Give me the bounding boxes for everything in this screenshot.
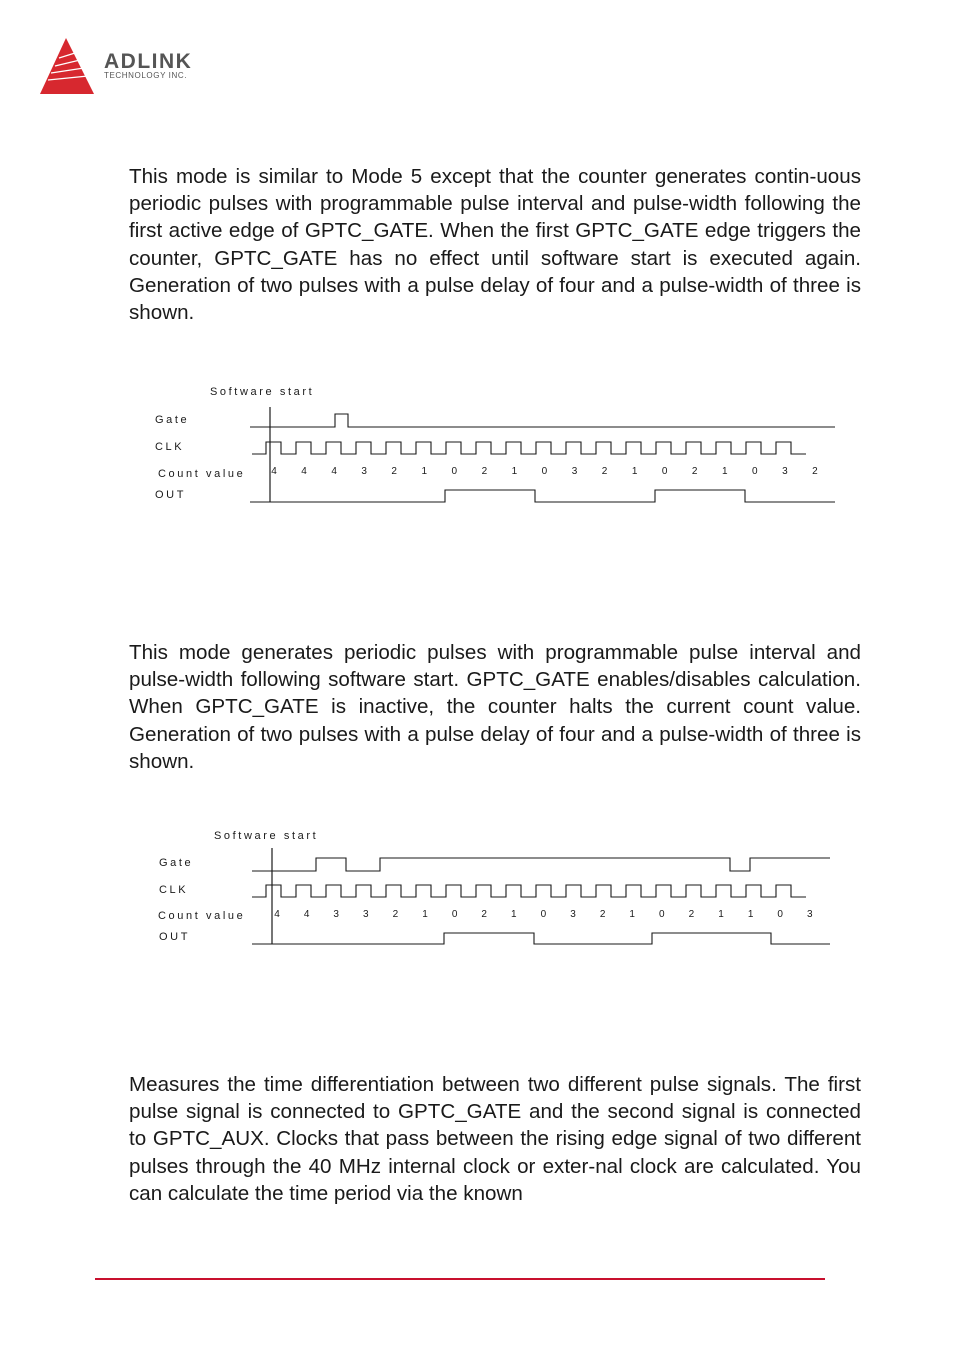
- count-values: [271, 466, 818, 477]
- count-value: 4: [303, 909, 310, 920]
- software-start-label: Software start: [214, 830, 319, 842]
- paragraph-mode-6: This mode is similar to Mode 5 except that the counter generates contin-uous periodic pulses with programmable pulse interval and pulse-width following the first active edge of GPTC_GATE. When the first GPTC_GATE edge triggers the counter, GPTC_GATE has no effect until software start is executed again. Generation of two pulses with a pulse delay of four and a pulse-width of three is shown.: [129, 165, 861, 325]
- count-value: 1: [718, 909, 724, 920]
- count-value: 1: [511, 466, 518, 477]
- out-signal: [252, 933, 830, 944]
- count-value: 0: [659, 909, 665, 920]
- brand-name: ADLINK: [104, 50, 193, 73]
- count-value: 4: [271, 466, 277, 477]
- count-value: 0: [777, 909, 783, 920]
- count-value: 1: [422, 909, 428, 920]
- count-value: 3: [363, 909, 369, 920]
- count-value: 4: [274, 909, 280, 920]
- count-value: 1: [631, 466, 638, 477]
- count-value: 2: [481, 909, 487, 920]
- paragraph-mode-8: Measures the time differentiation between two different pulse signals. The first pulse signal is connected to GPTC_GATE and the second signal is connected to GPTC_AUX. Clocks that pass between the rising edge signal of two different pulses through the 40 MHz internal clock or exter-nal clock are calculated. You can calculate the time period via the known: [129, 1073, 861, 1205]
- count-value: 2: [481, 466, 488, 477]
- count-value: 0: [451, 466, 458, 477]
- timing-diagram-mode-7: [0, 815, 954, 965]
- count-value: 1: [721, 466, 728, 477]
- count-value: 4: [331, 466, 337, 477]
- clk-signal: [252, 442, 806, 454]
- count-value: 0: [540, 909, 547, 920]
- footer-rule: [95, 1278, 825, 1280]
- out-label: OUT: [155, 489, 187, 501]
- count-value: 2: [601, 466, 608, 477]
- timing-diagram-mode-6: [0, 370, 954, 520]
- out-signal: [250, 490, 835, 502]
- gate-signal: [252, 858, 830, 871]
- count-value: 3: [571, 466, 578, 477]
- count-value: 3: [782, 466, 788, 477]
- count-values: [274, 909, 813, 920]
- count-value: 2: [688, 909, 695, 920]
- count-value: 2: [812, 466, 818, 477]
- brand-subtitle: TECHNOLOGY INC.: [104, 71, 188, 80]
- adlink-logo: [38, 36, 238, 100]
- count-value: 1: [511, 909, 517, 920]
- count-value: 1: [629, 909, 635, 920]
- count-value: 3: [570, 909, 576, 920]
- count-value: 3: [333, 909, 339, 920]
- logo-triangle-icon: [38, 36, 100, 98]
- count-value: 0: [661, 466, 668, 477]
- count-value: 3: [361, 466, 367, 477]
- count-value: 3: [807, 909, 813, 920]
- count-value: 0: [541, 466, 548, 477]
- gate-signal: [250, 414, 835, 427]
- count-value: 0: [752, 466, 758, 477]
- count-value-label: Count value: [158, 910, 246, 922]
- count-value: 1: [421, 466, 428, 477]
- count-value: 0: [451, 909, 458, 920]
- software-start-label: Software start: [210, 386, 315, 398]
- gate-label: Gate: [159, 857, 194, 869]
- count-value: 2: [392, 909, 399, 920]
- clk-label: CLK: [159, 884, 189, 896]
- clk-label: CLK: [155, 441, 185, 453]
- count-value: 2: [691, 466, 698, 477]
- out-label: OUT: [159, 931, 191, 943]
- count-value: 2: [599, 909, 606, 920]
- clk-signal: [252, 885, 806, 897]
- count-value: 4: [301, 466, 307, 477]
- paragraph-mode-7: This mode generates periodic pulses with programmable pulse interval and pulse-width following software start. GPTC_GATE enables/disables calculation. When GPTC_GATE is inactive, the counter halts the current count value. Generation of two pulses with a pulse delay of four and a pulse-width of three is shown.: [129, 641, 861, 773]
- count-value: 2: [391, 466, 397, 477]
- count-value-label: Count value: [158, 468, 246, 480]
- count-value: 1: [747, 909, 754, 920]
- gate-label: Gate: [155, 414, 190, 426]
